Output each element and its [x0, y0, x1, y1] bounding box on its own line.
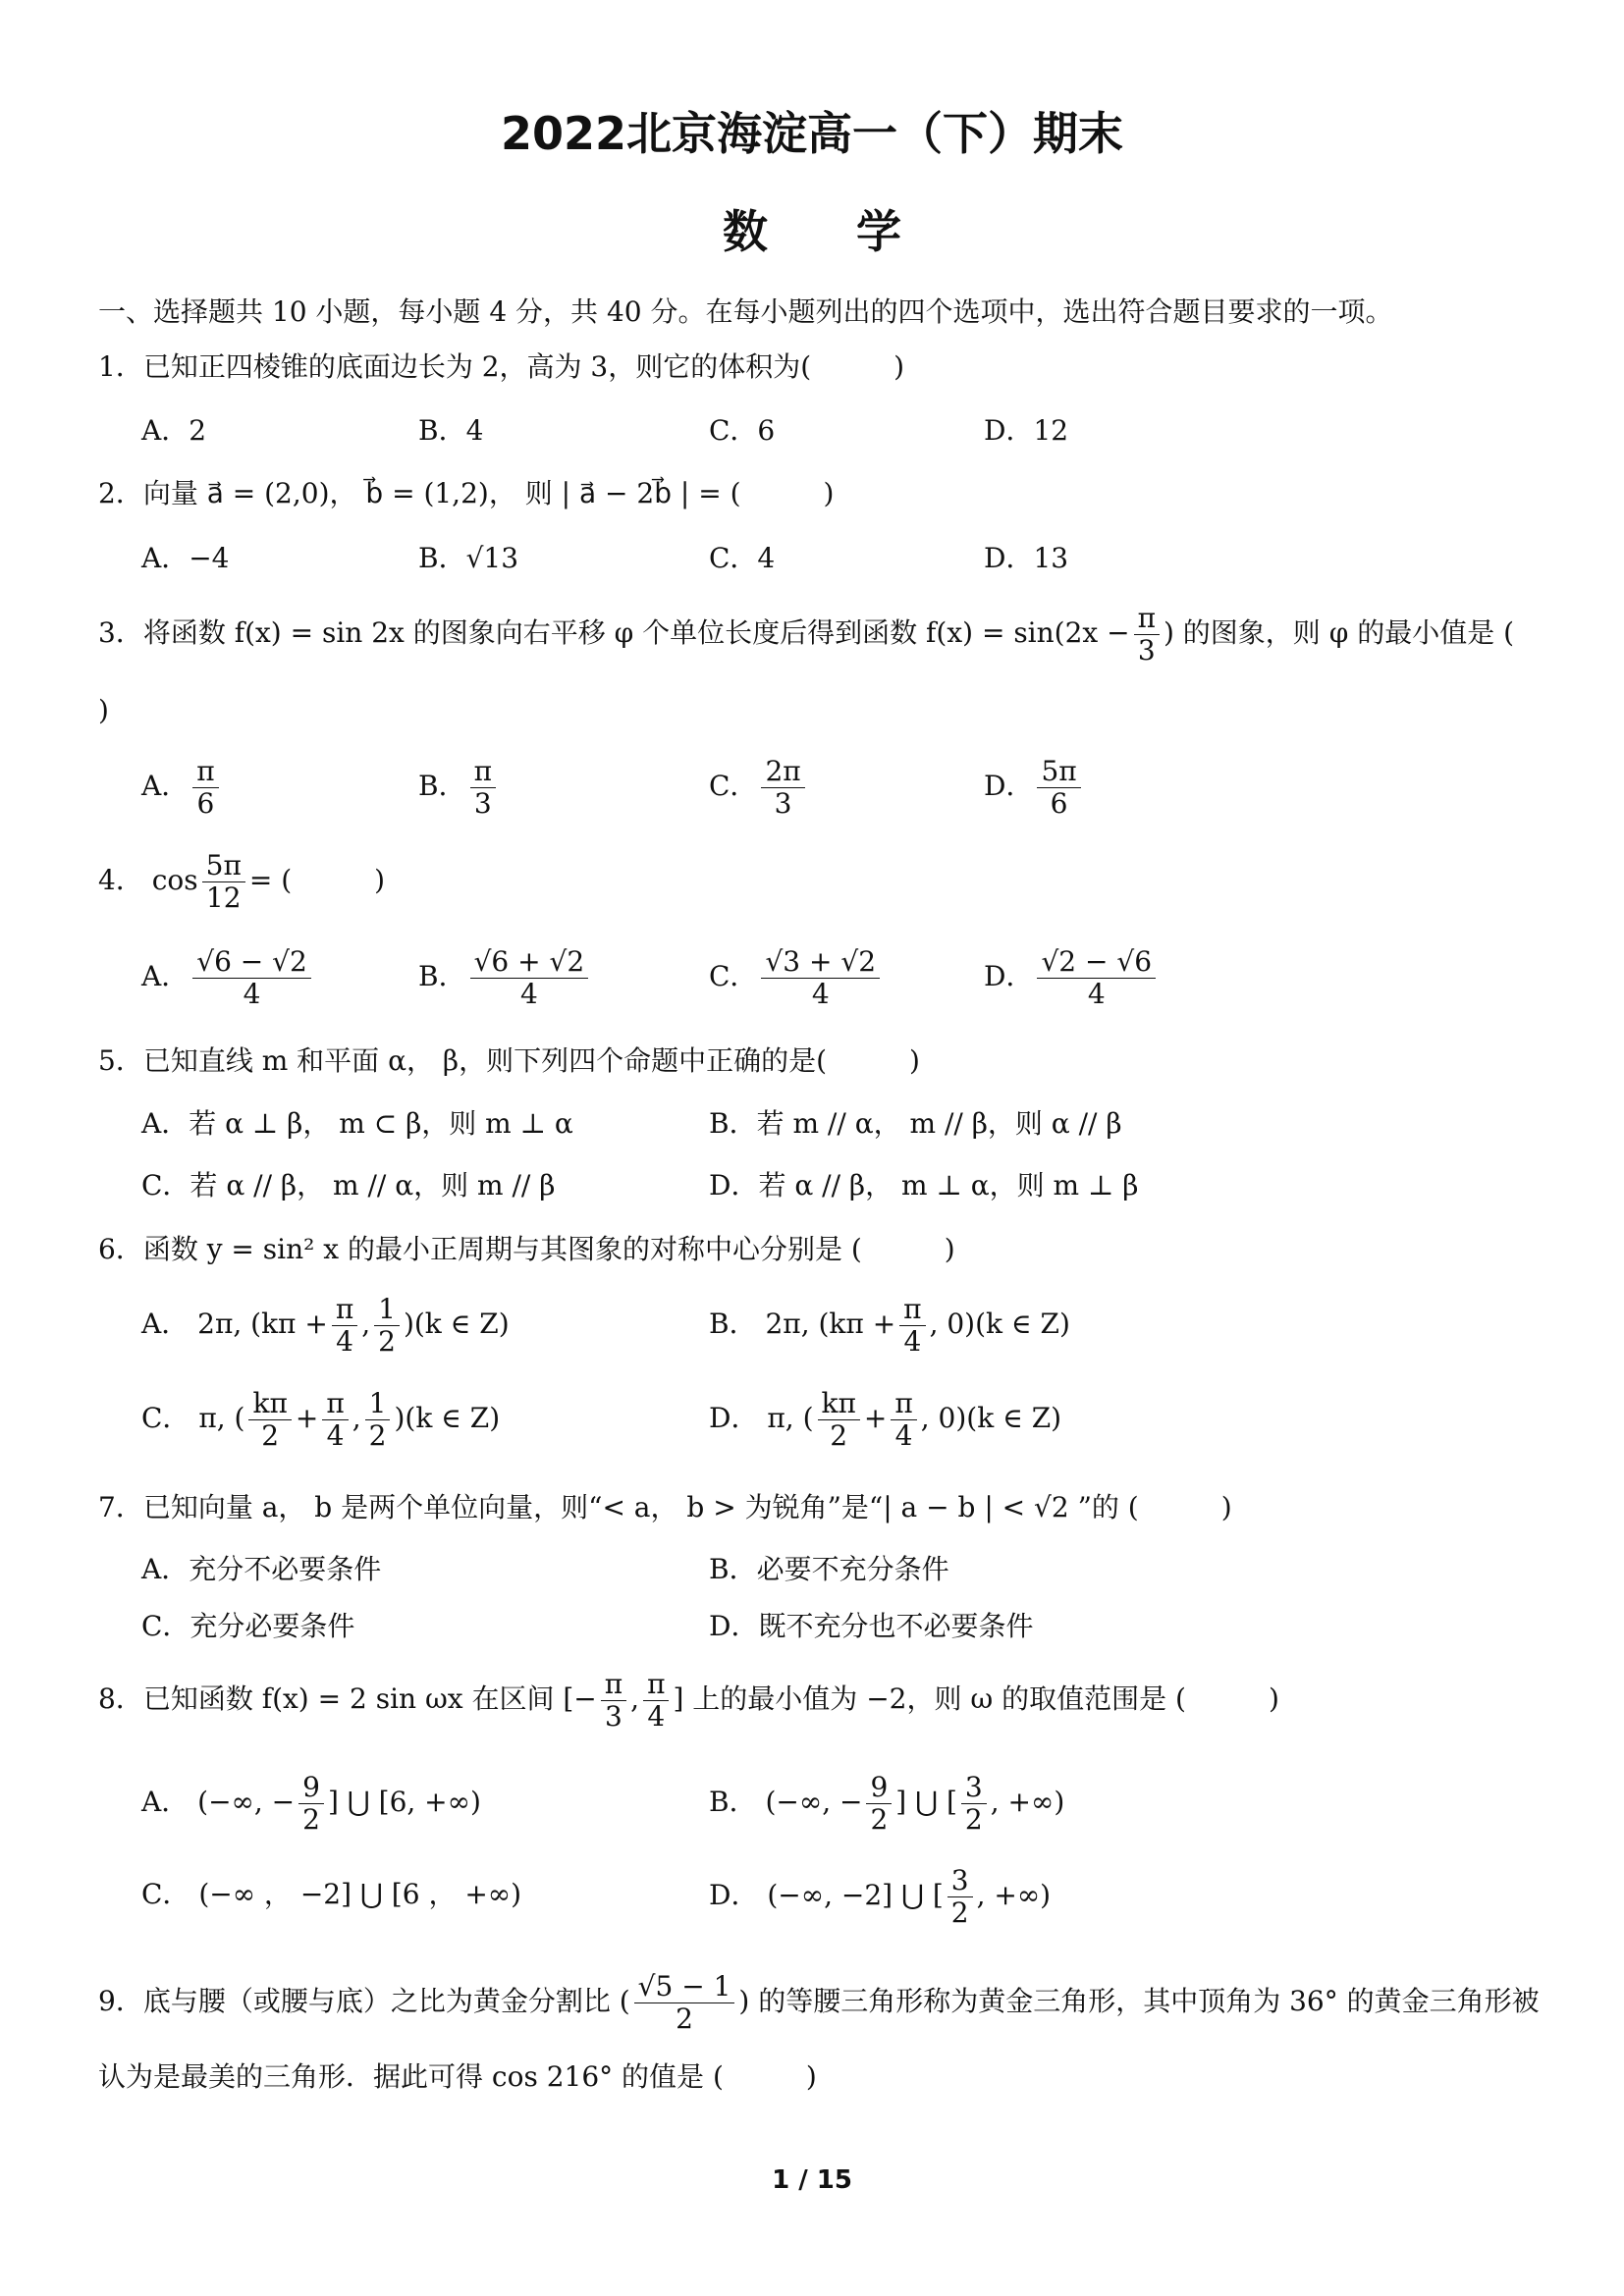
q5-option-a: A．若 α ⊥ β， m ⊂ β，则 m ⊥ α [141, 1107, 573, 1140]
q6-option-c [141, 1388, 500, 1452]
q8-d-num: 3 [947, 1865, 973, 1897]
q8-num2: π [643, 1669, 669, 1701]
q3-c-frac [761, 756, 804, 820]
q4-option-c [709, 946, 884, 1010]
q8-b-post: , +∞) [990, 1786, 1065, 1818]
q8-option-c: C． (−∞ ， −2] ⋃ [6 ， +∞) [141, 1878, 522, 1910]
q5-option-d: D．若 α // β， m ⊥ α，则 m ⊥ β [709, 1169, 1139, 1201]
q3-stem-part-a: 3．将函数 f(x) = sin 2x 的图象向右平移 φ 个单位长度后得到函数 f(x) = sin(2x − [98, 616, 1130, 649]
q6-c-plus: + [295, 1402, 319, 1434]
q3-d-label: D． [984, 770, 1034, 802]
q8-b-label: B． [709, 1786, 757, 1818]
q6-a-label: A． [141, 1308, 189, 1340]
q6-d-post: , 0)(k ∈ Z) [920, 1402, 1062, 1434]
q8-b-num2: 3 [961, 1772, 987, 1804]
q4-c-num: √3 + √2 [761, 946, 880, 979]
q9-fraction [634, 1971, 735, 2035]
q3-d-frac [1037, 756, 1080, 820]
q1-option-b: B．4 [418, 414, 484, 447]
q8-a-den: 2 [302, 1803, 320, 1836]
question-1-stem: 1．已知正四棱锥的底面边长为 2，高为 3，则它的体积为( ) [98, 350, 905, 383]
section-heading: 一、选择题共 10 小题，每小题 4 分，共 40 分。在每小题列出的四个选项中，选出符合题目要求的一项。 [98, 295, 1393, 328]
exam-title: 2022北京海淀高一（下）期末 [500, 107, 1124, 160]
q6-a-num2: 1 [374, 1294, 400, 1326]
q4-d-den: 4 [1087, 978, 1106, 1010]
q6-b-den1: 4 [903, 1325, 922, 1358]
q6-b-pre: 2π, (kπ + [765, 1308, 896, 1340]
q3-c-den: 3 [774, 787, 792, 820]
question-6-stem: 6．函数 y = sin² x 的最小正周期与其图象的对称中心分别是 ( ) [98, 1233, 955, 1265]
q2-option-d: D．13 [984, 542, 1069, 574]
q6-option-b [709, 1294, 1070, 1358]
q3-b-label: B． [418, 770, 466, 802]
page-number: 1 / 15 [772, 2165, 852, 2195]
question-5-stem: 5．已知直线 m 和平面 α， β，则下列四个命题中正确的是( ) [98, 1044, 920, 1077]
q3-frac-num: π [1134, 603, 1160, 635]
q3-option-c [709, 756, 809, 820]
q3-a-label: A． [141, 770, 189, 802]
q6-b-num1: π [899, 1294, 925, 1326]
q7-option-b: B．必要不充分条件 [709, 1553, 949, 1585]
q2-option-b: B．√13 [418, 542, 519, 574]
q5-option-b: B．若 m // α， m // β，则 α // β [709, 1107, 1122, 1140]
q6-c-comma: , [352, 1402, 361, 1434]
q8-comma: , [630, 1682, 640, 1715]
q8-option-b [709, 1772, 1064, 1836]
q6-d-den1: 2 [830, 1419, 848, 1452]
q3-a-num: π [192, 756, 218, 788]
q8-a-label: A． [141, 1786, 189, 1818]
q6-option-a [141, 1294, 510, 1358]
q4-frac-den: 12 [205, 881, 242, 914]
q9-frac-num: √5 − 1 [634, 1971, 735, 2003]
q8-num1: π [601, 1669, 626, 1701]
q6-a-pre: 2π, (kπ + [197, 1308, 328, 1340]
q8-stem-part-a: 8．已知函数 f(x) = 2 sin ωx 在区间 [− [98, 1682, 597, 1715]
q8-b-pre: (−∞, − [765, 1786, 863, 1818]
q6-a-post: )(k ∈ Z) [403, 1308, 510, 1340]
q4-a-num: √6 − √2 [192, 946, 311, 979]
question-8-stem [98, 1669, 1279, 1733]
subject-title: 数学 [723, 205, 990, 258]
q3-c-num: 2π [761, 756, 804, 788]
question-4-stem [98, 850, 385, 914]
q8-a-num: 9 [298, 1772, 324, 1804]
q4-option-d [984, 946, 1160, 1010]
q6-b-label: B． [709, 1308, 757, 1340]
q6-d-plus: + [863, 1402, 888, 1434]
question-7-stem: 7．已知向量 a， b 是两个单位向量，则“< a， b > 为锐角”是“| a − b | < √2 ”的 ( ) [98, 1491, 1232, 1523]
q4-fraction [202, 850, 245, 914]
q3-a-den: 6 [196, 787, 215, 820]
q6-d-den2: 4 [894, 1419, 913, 1452]
q6-b-frac1 [899, 1294, 925, 1358]
q8-b-frac2 [961, 1772, 987, 1836]
q8-d-pre: (−∞, −2] ⋃ [ [767, 1879, 944, 1911]
q6-c-frac2 [322, 1388, 348, 1452]
q3-b-num: π [470, 756, 496, 788]
q3-b-frac [470, 756, 496, 820]
q3-b-den: 3 [473, 787, 492, 820]
q3-stem-part-b: ) 的图象，则 φ 的最小值是 ( [1163, 616, 1515, 649]
q1-option-a: A．2 [141, 414, 207, 447]
q4-option-b [418, 946, 592, 1010]
q9-stem-part-b: ) 的等腰三角形称为黄金三角形，其中顶角为 36° 的黄金三角形被 [738, 1985, 1540, 2017]
q8-a-pre: (−∞, − [197, 1786, 296, 1818]
q4-b-frac [470, 946, 589, 1010]
q8-b-num1: 9 [866, 1772, 892, 1804]
q8-option-d [709, 1865, 1051, 1929]
q4-d-label: D． [984, 960, 1034, 992]
q9-frac-den: 2 [676, 2002, 693, 2035]
q7-option-d: D．既不充分也不必要条件 [709, 1610, 1034, 1642]
q8-frac1 [601, 1669, 626, 1733]
q6-option-d [709, 1388, 1061, 1452]
q6-d-num1: kπ [818, 1388, 860, 1420]
q8-frac2 [643, 1669, 669, 1733]
q8-b-den2: 2 [964, 1803, 983, 1836]
q8-stem-part-b: ] 上的最小值为 −2，则 ω 的取值范围是 ( ) [673, 1682, 1279, 1715]
q6-c-den3: 2 [368, 1419, 387, 1452]
q8-d-frac [947, 1865, 973, 1929]
q5-option-c: C．若 α // β， m // α，则 m // β [141, 1169, 556, 1201]
q4-frac-num: 5π [202, 850, 245, 882]
q3-option-b [418, 756, 500, 820]
q4-c-den: 4 [811, 978, 830, 1010]
q4-d-frac [1037, 946, 1156, 1010]
q4-b-num: √6 + √2 [470, 946, 589, 979]
q8-d-label: D． [709, 1879, 759, 1911]
q7-option-a: A．充分不必要条件 [141, 1553, 382, 1585]
q3-d-num: 5π [1037, 756, 1080, 788]
q2-option-a: A．−4 [141, 542, 230, 574]
q6-a-den2: 2 [378, 1325, 396, 1358]
q3-frac-den: 3 [1137, 634, 1156, 667]
q3-option-a [141, 756, 223, 820]
q9-stem-part-a: 9．底与腰（或腰与底）之比为黄金分割比 ( [98, 1985, 630, 2017]
q4-c-frac [761, 946, 880, 1010]
q4-d-num: √2 − √6 [1037, 946, 1156, 979]
q4-a-den: 4 [243, 978, 261, 1010]
q2-option-c: C．4 [709, 542, 776, 574]
q3-option-d [984, 756, 1085, 820]
q8-a-post: ] ⋃ [6, +∞) [327, 1786, 481, 1818]
q6-b-post: , 0)(k ∈ Z) [929, 1308, 1070, 1340]
q6-c-frac3 [365, 1388, 391, 1452]
q3-fraction [1134, 603, 1160, 667]
q6-c-num2: π [322, 1388, 348, 1420]
q4-stem-part-a: 4． cos [98, 864, 198, 896]
q6-a-frac1 [332, 1294, 357, 1358]
q6-d-label: D． [709, 1402, 759, 1434]
q3-c-label: C． [709, 770, 758, 802]
q6-c-num3: 1 [365, 1388, 391, 1420]
q6-c-pre: π, ( [198, 1402, 245, 1434]
q8-option-a [141, 1772, 481, 1836]
q6-a-comma: , [361, 1308, 371, 1340]
q8-b-den1: 2 [870, 1803, 889, 1836]
q3-d-den: 6 [1050, 787, 1068, 820]
question-9-stem [98, 1971, 1540, 2035]
q6-c-den1: 2 [261, 1419, 280, 1452]
q3-a-frac [192, 756, 218, 820]
q8-den1: 3 [605, 1700, 623, 1733]
question-2-stem: 2．向量 a⃗ = (2,0)， b⃗ = (1,2)， 则 | a⃗ − 2b⃗ | = ( ) [98, 477, 835, 509]
q8-b-mid: ] ⋃ [ [895, 1786, 957, 1818]
q4-c-label: C． [709, 960, 758, 992]
q4-b-den: 4 [519, 978, 538, 1010]
q4-option-a [141, 946, 315, 1010]
q4-b-label: B． [418, 960, 466, 992]
q4-a-frac [192, 946, 311, 1010]
q7-option-c: C．充分必要条件 [141, 1610, 355, 1642]
q6-c-den2: 4 [326, 1419, 345, 1452]
q6-a-frac2 [374, 1294, 400, 1358]
q6-c-frac1 [248, 1388, 291, 1452]
q3-stem-part-c: ) [98, 694, 109, 726]
q8-a-frac [298, 1772, 324, 1836]
q6-d-num2: π [891, 1388, 916, 1420]
q1-option-d: D．12 [984, 414, 1069, 447]
q6-c-label: C． [141, 1402, 190, 1434]
q6-a-den1: 4 [336, 1325, 353, 1358]
q6-d-frac2 [891, 1388, 916, 1452]
q4-stem-part-b: = ( ) [248, 864, 386, 896]
q8-den2: 4 [647, 1700, 666, 1733]
q6-a-num1: π [332, 1294, 357, 1326]
question-3-stem [98, 603, 1514, 667]
q8-b-frac1 [866, 1772, 892, 1836]
q6-d-frac1 [818, 1388, 860, 1452]
q8-d-post: , +∞) [976, 1879, 1052, 1911]
q6-c-num1: kπ [248, 1388, 291, 1420]
q4-a-label: A． [141, 960, 189, 992]
q8-d-den: 2 [950, 1896, 969, 1929]
q6-c-post: )(k ∈ Z) [394, 1402, 501, 1434]
q9-stem-part-c: 认为是最美的三角形．据此可得 cos 216° 的值是 ( ) [98, 2060, 817, 2093]
q1-option-c: C．6 [709, 414, 776, 447]
q6-d-pre: π, ( [767, 1402, 814, 1434]
